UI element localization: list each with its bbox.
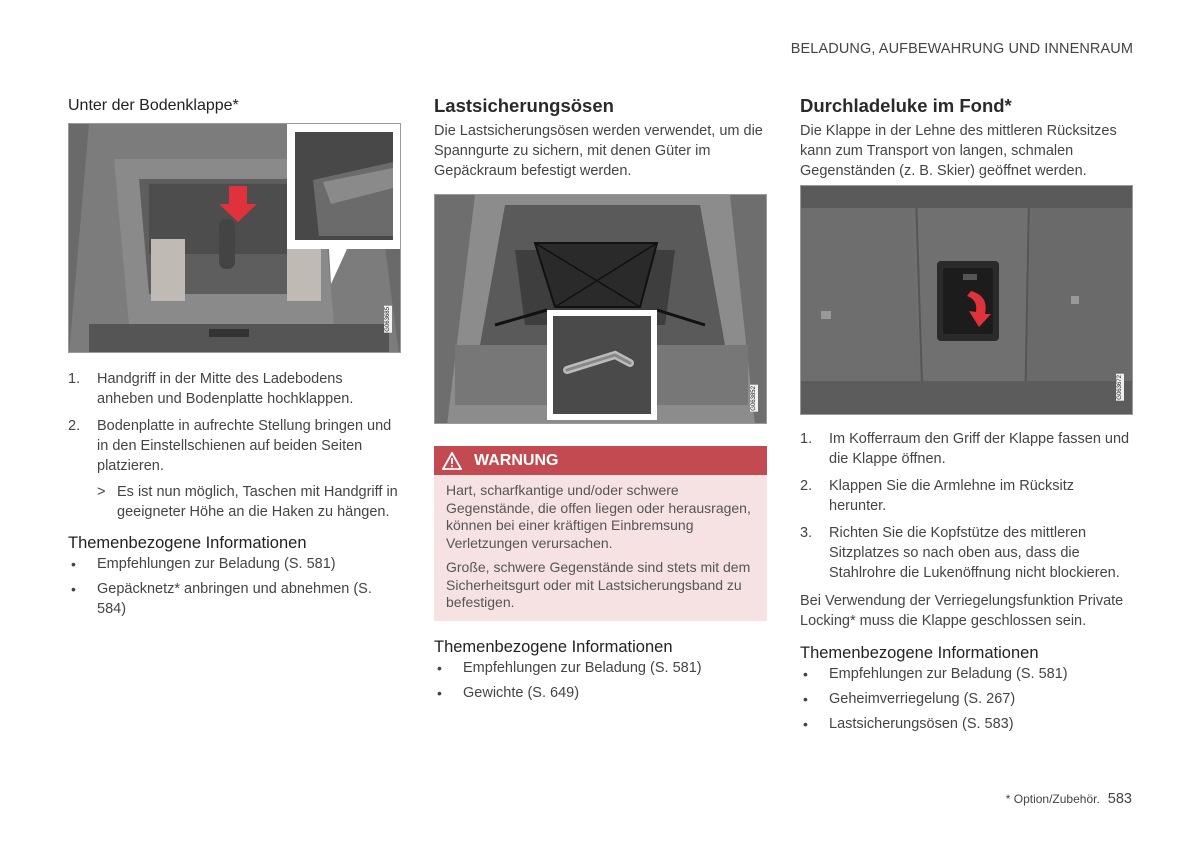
page-footer — [1006, 791, 1132, 807]
rear-seat-hatch-illustration — [801, 186, 1133, 415]
related-link-loading-recommendations[interactable]: • Empfehlungen zur Beladung (S. 581) — [437, 659, 702, 676]
figure-ski-hatch — [800, 185, 1133, 415]
related-link-load-anchors[interactable]: • Lastsicherungsösen (S. 583) — [803, 716, 1014, 732]
figure-floor-hatch — [68, 123, 401, 353]
related-link-loading-recommendations[interactable]: • Empfehlungen zur Beladung (S. 581) — [803, 666, 1068, 682]
column-ski-hatch — [800, 95, 1133, 739]
warning-body — [434, 475, 767, 621]
related-info-title: Themenbezogene Informationen — [800, 644, 1039, 662]
section-title: Durchladeluke im Fond* — [800, 95, 1012, 116]
intro-text: Die Klappe in der Lehne des mittleren Rücksitzes kann zum Transport von langen, schmalen Gegenständen (z. B. Skier) geöffnet werden. — [800, 123, 1117, 179]
bullet-icon: • — [803, 666, 808, 682]
bullet-icon: • — [803, 691, 808, 707]
warning-paragraph: Hart, scharfkantige und/oder schwere Gegenstände, die offen liegen oder herausragen, können bei einer kräftigen Einbremsung Verletzungen verursachen. — [446, 482, 751, 551]
figure-code: G063672 — [1117, 375, 1123, 400]
warning-paragraph: Große, schwere Gegenstände sind stets mit dem Sicherheitsgurt oder mit Lastsicherungsband zu befestigen. — [446, 559, 751, 610]
related-info-title: Themenbezogene Informationen — [434, 637, 673, 656]
cargo-anchor-illustration — [435, 195, 767, 424]
figure-load-anchors — [434, 194, 767, 424]
figure-code: G063852 — [751, 386, 757, 411]
warning-triangle-icon — [442, 452, 462, 470]
step-2: 2. Bodenplatte in aufrechte Stellung bringen und in den Einstellschienen auf beiden Seiten platzieren. > Es ist nun möglich, Taschen mit Handgriff in geeigneter Höhe an die Haken zu hängen. — [68, 416, 401, 522]
warning-box — [434, 446, 767, 621]
column-load-anchors — [434, 95, 767, 708]
step-1: 1. Handgriff in der Mitte des Ladebodens anheben und Bodenplatte hochklappen. — [68, 371, 354, 407]
sub-step: > Es ist nun möglich, Taschen mit Handgriff in geeigneter Höhe an die Haken zu hängen. — [97, 484, 398, 520]
related-info-list — [434, 658, 767, 703]
related-link-private-locking[interactable]: • Geheimverriegelung (S. 267) — [803, 691, 1016, 707]
footnote-option: * Option/Zubehör. — [1005, 792, 1100, 806]
column-floor-hatch — [68, 95, 401, 624]
section-title: Lastsicherungsösen — [434, 95, 614, 116]
related-info-list — [800, 664, 1133, 734]
running-header: BELADUNG, AUFBEWAHRUNG UND INNENRAUM — [790, 41, 1133, 57]
related-link-luggage-net[interactable]: • Gepäcknetz* anbringen und abnehmen (S. 584) — [71, 581, 372, 617]
bullet-icon: • — [437, 659, 442, 676]
bullet-icon: • — [71, 581, 76, 597]
step-1: 1. Im Kofferraum den Griff der Klappe fassen und die Klappe öffnen. — [800, 431, 1130, 467]
step-3: 3. Richten Sie die Kopfstütze des mittleren Sitzplatzes so nach oben aus, dass die Stahlrohre die Lukenöffnung nicht blockieren. — [800, 525, 1120, 581]
related-info-title: Themenbezogene Informationen — [68, 534, 307, 552]
related-link-weights[interactable]: • Gewichte (S. 649) — [437, 684, 580, 701]
steps-list — [68, 369, 401, 522]
intro-text: Die Lastsicherungsösen werden verwendet, um die Spanngurte zu sichern, mit denen Güter im Gepäckraum befestigt werden. — [434, 123, 763, 179]
warning-header — [434, 446, 767, 475]
step-2: 2. Klappen Sie die Armlehne im Rücksitz herunter. — [800, 478, 1075, 514]
bullet-icon: • — [803, 716, 808, 732]
bullet-icon: • — [71, 556, 76, 572]
bullet-icon: • — [437, 684, 442, 701]
related-link-loading-recommendations[interactable]: • Empfehlungen zur Beladung (S. 581) — [71, 556, 336, 572]
private-locking-note: Bei Verwendung der Verriegelungsfunktion Private Locking* muss die Klappe geschlossen sein. — [800, 593, 1124, 629]
warning-label: WARNUNG — [474, 451, 559, 469]
subsection-title: Unter der Bodenklappe* — [68, 97, 239, 114]
page-number: 583 — [1107, 791, 1132, 807]
steps-list — [800, 429, 1133, 583]
trunk-floor-illustration — [69, 124, 401, 353]
figure-code: G063685 — [385, 307, 391, 332]
related-info-list — [68, 554, 401, 619]
